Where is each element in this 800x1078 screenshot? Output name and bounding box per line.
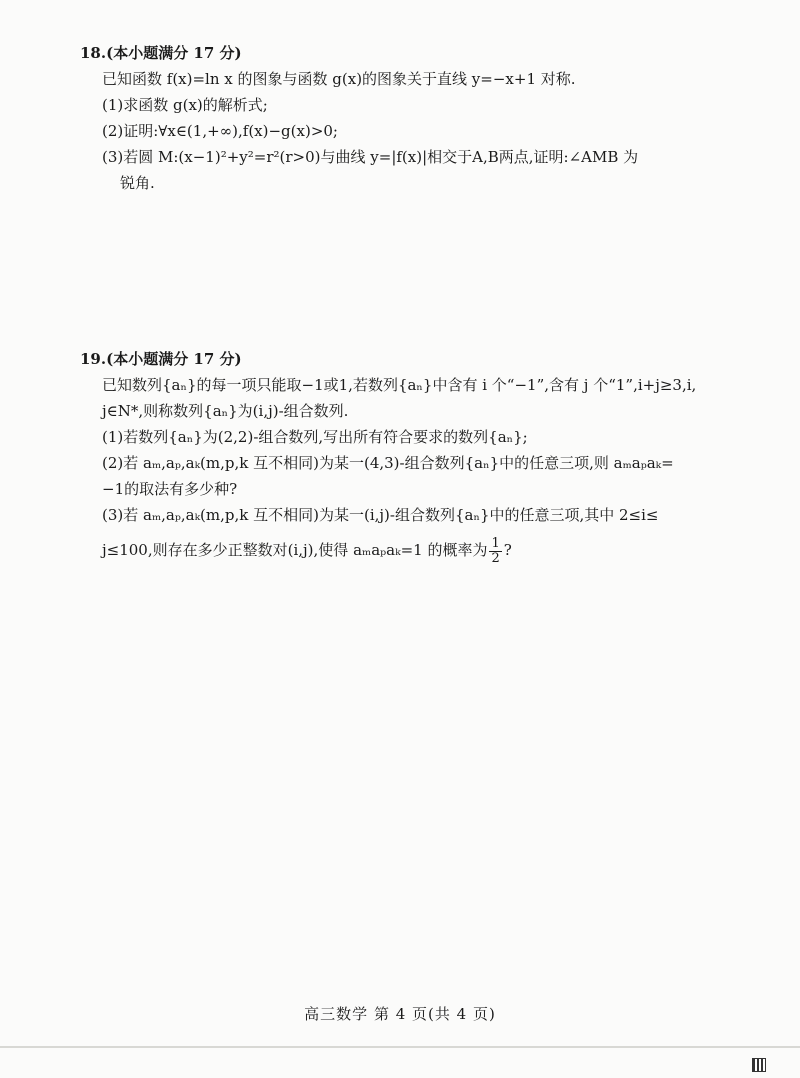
scanner-watermark	[752, 1058, 792, 1072]
problem-19-part-2-continued: −1的取法有多少种?	[102, 480, 238, 498]
problem-19-part-3: (3)若 aₘ,aₚ,aₖ(m,p,k 互不相同)为某一(i,j)-组合数列{aₙ}中的任意三项,其中 2≤i≤	[102, 506, 659, 524]
problem-19	[80, 346, 740, 572]
problem-19-part-3-question-mark: ?	[503, 541, 512, 559]
one-half-fraction	[489, 537, 501, 566]
problem-18	[80, 40, 740, 196]
problem-19-header: 19.(本小题满分 17 分)	[80, 350, 242, 368]
problem-18-part-1: (1)求函数 g(x)的解析式;	[102, 96, 268, 114]
problem-18-part-3: (3)若圆 M:(x−1)²+y²=r²(r>0)与曲线 y=|f(x)|相交于A,B两点,证明:∠AMB 为	[102, 148, 639, 166]
bottom-divider	[0, 1046, 800, 1048]
problem-19-part-3-continued	[80, 528, 740, 572]
problem-18-header: 18.(本小题满分 17 分)	[80, 44, 242, 62]
fraction-numerator: 1	[491, 535, 500, 551]
problem-19-part-1: (1)若数列{aₙ}为(2,2)-组合数列,写出所有符合要求的数列{aₙ};	[102, 428, 528, 446]
qr-code-icon	[752, 1058, 766, 1072]
problem-18-stem: 已知函数 f(x)=ln x 的图象与函数 g(x)的图象关于直线 y=−x+1 对称.	[102, 70, 576, 88]
problem-19-stem: 已知数列{aₙ}的每一项只能取−1或1,若数列{aₙ}中含有 i 个“−1”,含有 j 个“1”,i+j≥3,i,	[102, 376, 697, 394]
problem-18-part-2: (2)证明:∀x∈(1,+∞),f(x)−g(x)>0;	[102, 122, 338, 140]
page-footer: 高三数学 第 4 页(共 4 页)	[304, 1005, 496, 1023]
problem-19-part-3-text: j≤100,则存在多少正整数对(i,j),使得 aₘaₚaₖ=1 的概率为	[102, 541, 488, 559]
problem-18-part-3-continued: 锐角.	[120, 174, 155, 192]
problem-19-stem-continued: j∈N*,则称数列{aₙ}为(i,j)-组合数列.	[102, 402, 349, 420]
problem-19-part-2: (2)若 aₘ,aₚ,aₖ(m,p,k 互不相同)为某一(4,3)-组合数列{aₙ}中的任意三项,则 aₘaₚaₖ=	[102, 454, 674, 472]
fraction-denominator: 2	[491, 550, 500, 566]
